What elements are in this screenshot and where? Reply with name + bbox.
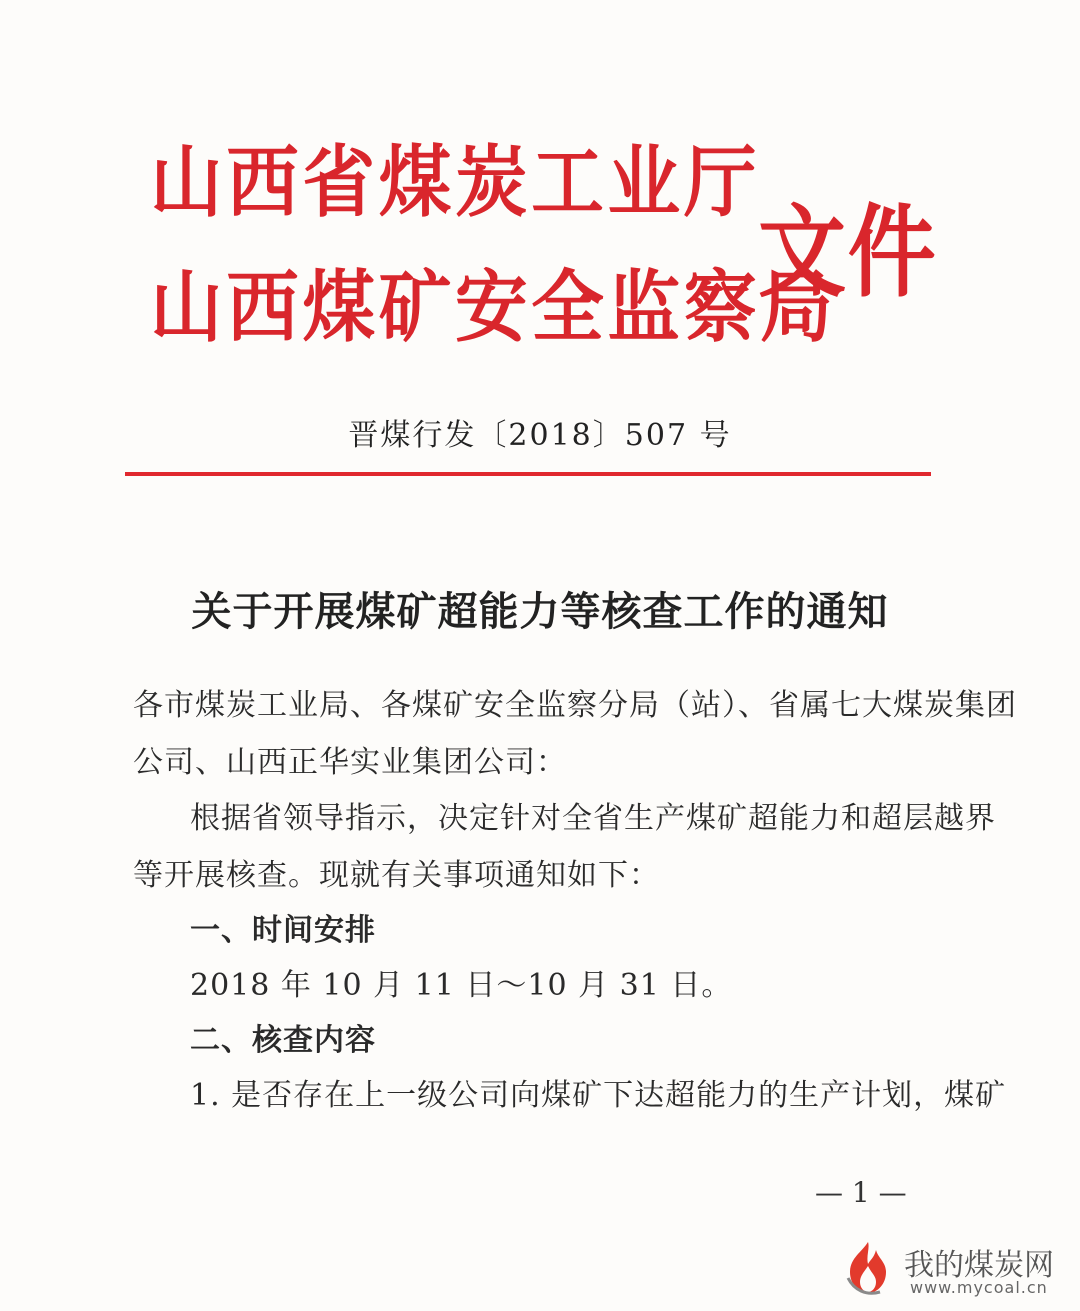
issuing-org-1: 山西省煤炭工业厅 <box>150 137 761 228</box>
document-type-label: 文件 <box>758 193 938 311</box>
flame-logo-icon <box>840 1238 896 1298</box>
watermark-site-name: 我的煤炭网 <box>904 1248 1054 1283</box>
document-header <box>140 100 940 353</box>
paragraph-1-line-1: 根据省领导指示，决定针对全省生产煤矿超能力和超层越界 <box>190 801 996 836</box>
site-watermark <box>840 1238 1070 1298</box>
document-number: 晋煤行发〔2018〕507 号 <box>348 418 732 453</box>
recipients-line-2: 公司、山西正华实业集团公司： <box>133 745 567 780</box>
issuing-org-2: 山西煤矿安全监察局 <box>150 262 837 353</box>
item-1-text: 1. 是否存在上一级公司向煤矿下达超能力的生产计划，煤矿 <box>190 1078 1007 1113</box>
section-1-heading: 一、时间安排 <box>190 913 376 948</box>
notice-title: 关于开展煤矿超能力等核查工作的通知 <box>191 588 889 635</box>
section-2-heading: 二、核查内容 <box>190 1023 376 1058</box>
header-divider <box>125 472 931 476</box>
paragraph-1-line-2: 等开展核查。现就有关事项通知如下： <box>133 858 660 893</box>
page-number: — 1 — <box>815 1176 907 1209</box>
recipients-line-1: 各市煤炭工业局、各煤矿安全监察分局（站）、省属七大煤炭集团 <box>133 688 1017 723</box>
watermark-url: www.mycoal.cn <box>910 1278 1048 1297</box>
section-1-text: 2018 年 10 月 11 日～10 月 31 日。 <box>190 968 733 1003</box>
